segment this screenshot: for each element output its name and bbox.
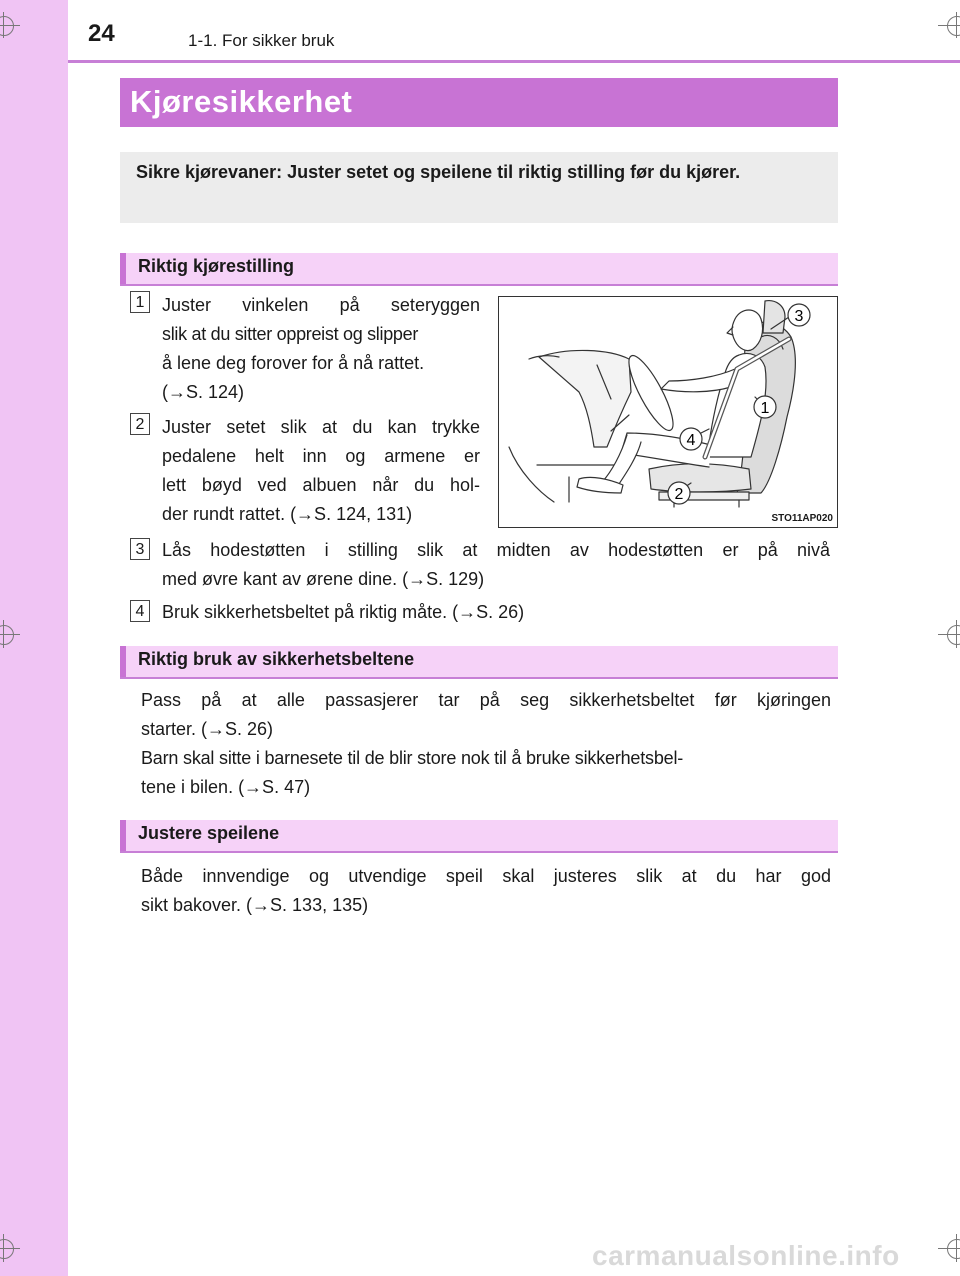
item-4-line: Bruk sikkerhetsbeltet på riktig måte. (→S. 26) [162,602,525,622]
watermark: carmanualsonline.info [592,1240,900,1271]
item-4-text [162,598,830,627]
item-2-text [162,413,480,529]
section-heading-seatbelts [120,646,838,679]
item-2-line: Juster setet slik at du kan trykke [162,417,480,437]
callout-4: 4 [686,432,696,449]
mirrors-line: Både innvendige og utvendige speil skal justeres slik at du har god [141,866,831,886]
page-number: 24 [88,20,115,47]
callout-2: 2 [674,486,684,503]
seatbelt-line: starter. (→S. 26) [141,719,274,739]
item-1-line: Juster vinkelen på seteryggen [162,295,480,315]
item-3-text [162,536,830,594]
intro-box [120,152,838,223]
intro-text: Sikre kjørevaner: Juster setet og speilene til riktig stilling før du kjører. [136,162,741,182]
item-2-line: lett bøyd ved albuen når du hol- [162,475,480,495]
mirrors-line: sikt bakover. (→S. 133, 135) [141,895,369,915]
item-1-line: (→S. 124) [162,382,245,402]
chapter-title: 1-1. For sikker bruk [188,31,335,50]
item-3-line: med øvre kant av ørene dine. (→S. 129) [162,569,485,589]
page-title-bar [120,78,838,127]
item-number-2: 2 [130,413,150,435]
item-2-line: der rundt rattet. (→S. 124, 131) [162,504,413,524]
item-1-text [162,291,480,407]
mirrors-text [141,862,831,920]
section-heading-label: Riktig kjørestilling [138,256,295,276]
seatbelt-line: tene i bilen. (→S. 47) [141,777,311,797]
item-number-4: 4 [130,600,150,622]
seatbelt-text [141,686,831,802]
callout-1: 1 [760,400,770,417]
item-1-line: slik at du sitter oppreist og slipper [162,324,419,344]
item-1-line: å lene deg forover for å nå rattet. [162,353,425,373]
section-heading-label: Justere speilene [138,823,280,843]
item-3-line: Lås hodestøtten i stilling slik at midten av hodestøtten er på nivå [162,540,830,560]
section-heading-mirrors [120,820,838,853]
item-number-1: 1 [130,291,150,313]
section-heading-label: Riktig bruk av sikkerhetsbeltene [138,649,415,669]
seatbelt-line: Barn skal sitte i barnesete til de blir store nok til å bruke sikkerhetsbel- [141,748,684,768]
item-number-3: 3 [130,538,150,560]
driver-seat-drawing [499,297,837,527]
header-rule [68,60,960,63]
item-2-line: pedalene helt inn og armene er [162,446,480,466]
page-title: Kjøresikkerhet [130,84,353,119]
section-heading-driving-position [120,253,838,286]
seatbelt-line: Pass på at alle passasjerer tar på seg sikkerhetsbeltet før kjøringen [141,690,831,710]
figure-code: STO11AP020 [771,513,833,524]
driving-position-illustration [498,296,838,528]
callout-3: 3 [794,308,804,325]
